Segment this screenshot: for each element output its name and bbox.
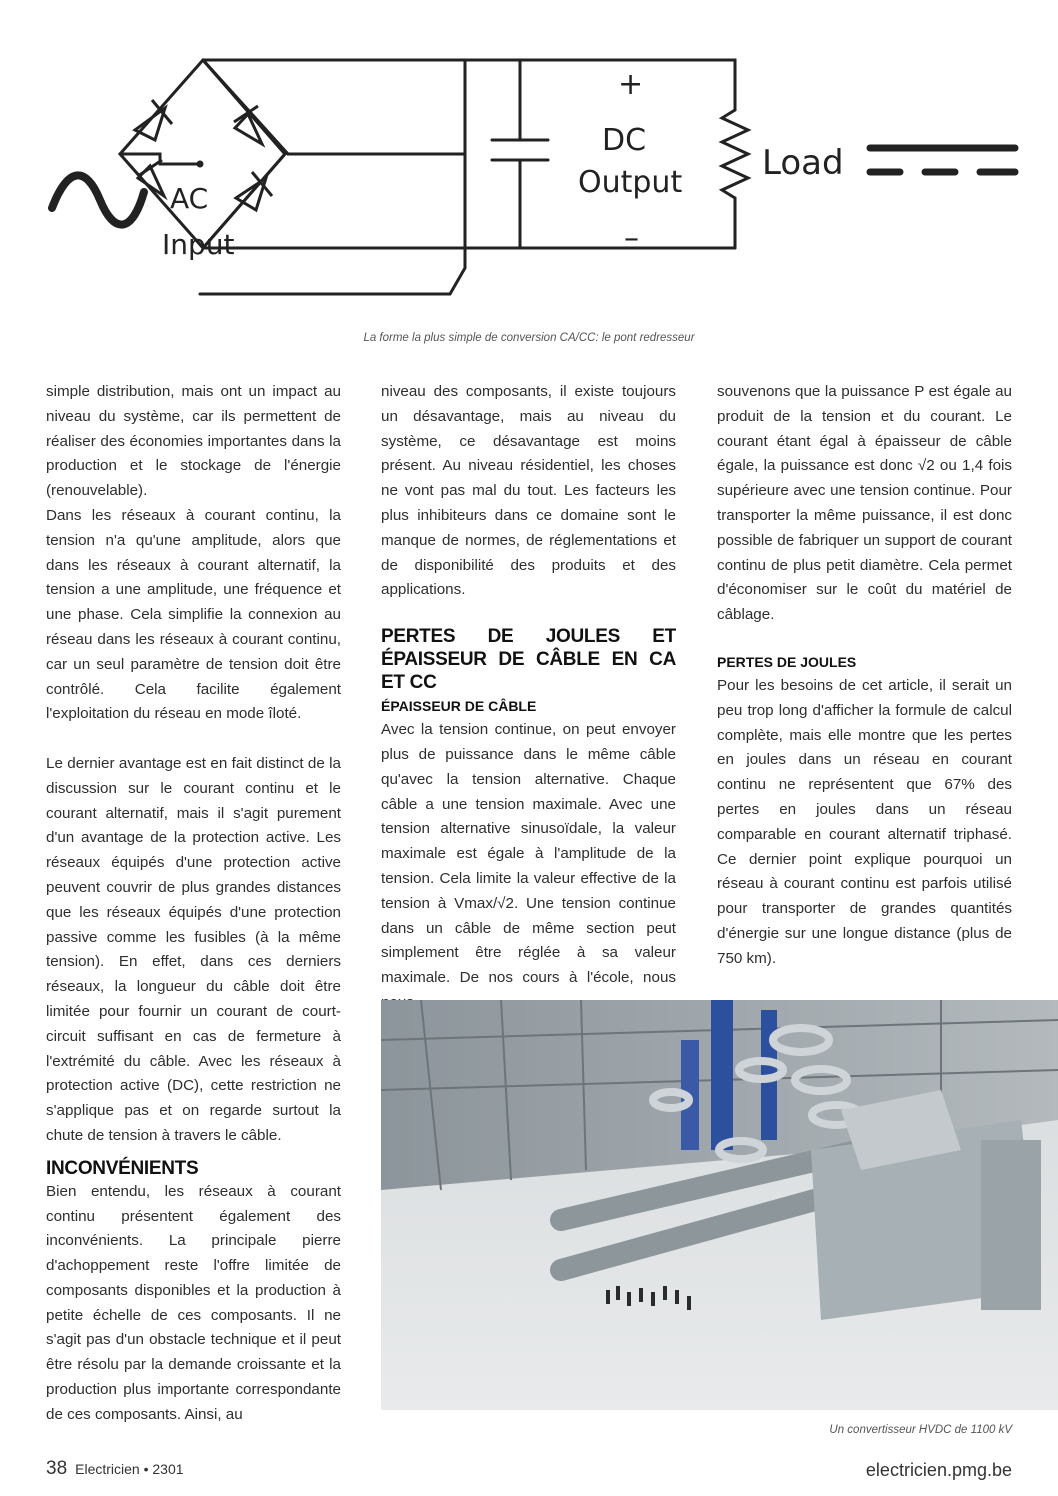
paragraph: niveau des composants, il existe toujours un désavantage, mais au niveau du système, ce désavantage est moins présent. Au niveau résidentiel, les choses ne vont pas mal du tout. Les facteurs les plus inhibiteurs dans ce domaine sont le manque de normes, de réglementations et de disponibilité des produits et des applications. bbox=[381, 383, 676, 599]
rectifier-bridge-diagram bbox=[40, 48, 1030, 318]
hvdc-converter-photo bbox=[381, 1000, 1058, 1410]
magazine-issue: Electricien • 2301 bbox=[75, 1461, 184, 1477]
subsection-heading: PERTES DE JOULES bbox=[717, 653, 857, 670]
photo-caption: Un convertisseur HVDC de 1100 kV bbox=[829, 1424, 1012, 1436]
page-footer bbox=[46, 1458, 184, 1480]
text-column-3 bbox=[717, 380, 1012, 972]
paragraph: Bien entendu, les réseaux à courant continu présentent également des inconvénients. La principale pierre d'achoppement reste l'offre limitée de composants disponibles et la production à petite échelle de ces composants. Il ne s'agit pas d'un obstacle technique et il peut être résolu par la demande croissante et la production plus importante correspondante de ces composants. Ainsi, au bbox=[46, 1182, 341, 1423]
paragraph: Pour les besoins de cet article, il serait un peu trop long d'afficher la formule de calcul complète, mais elle montre que les pertes en joules dans un réseau en courant continu ne représentent que 67% des pertes en joules dans un réseau comparable en courant alternatif triphasé. Ce dernier point explique pourquoi un réseau à courant continu est parfois utilisé pour transporter de grandes quantités d'énergie sur une longue distance (plus de 750 km). bbox=[717, 676, 1012, 967]
ac-label: AC bbox=[170, 182, 209, 215]
paragraph: simple distribution, mais ont un impact au niveau du système, car ils permettent de réaliser des économies importantes dans la production et le stockage de l'énergie (renouvelable). bbox=[46, 383, 341, 500]
paragraph: souvenons que la puissance P est égale au produit de la tension et du courant. Le courant étant égal à épaisseur de câble égale, la puissance est donc √2 ou 1,4 fois supérieure avec une tension continue. Pour transporter la même puissance, il est donc possible de fabriquer un support de courant continu de plus petit diamètre. Cela permet d'économiser sur le coût du matériel de câblage. bbox=[717, 383, 1012, 624]
text-column-2 bbox=[381, 380, 676, 1016]
paragraph: Avec la tension continue, on peut envoyer plus de puissance dans le même câble qu'avec la tension alternative. Chaque câble a une tension maximale. Avec une tension alternative sinusoïdale, la valeur maximale est égale à l'amplitude de la tension. Cela limite la valeur effective de la tension à Vmax/√2. Une tension continue dans un câble de même section peut simplement être réglée à sa valeur maximale. De nos cours à l'école, nous bbox=[381, 721, 676, 987]
load-label: Load bbox=[762, 143, 844, 183]
section-heading: PERTES DE JOULES ET ÉPAISSEUR DE CÂBLE EN CA ET CC bbox=[381, 626, 676, 694]
page-number: 38 bbox=[46, 1458, 68, 1479]
paragraph: Le dernier avantage est en fait distinct de la discussion sur le courant continu et le courant alternatif, mais il s'agit purement d'un avantage de la protection active. Les réseaux équipés d'une protection active peuvent couvrir de plus grandes distances que les réseaux équipés d'une protection passive comme les fusibles (à la même tension). En effet, dans ces derniers réseaux, la longueur du câble doit être limitée pour fournir un courant de court-circuit suffisant en cas de fermeture à l'extrémité du câble. Avec les réseaux à protection active (DC), cette restriction ne s'applique pas et on regarde surtout la chute de tension à travers le câble. bbox=[46, 754, 341, 1144]
dc-label: DC bbox=[602, 123, 647, 158]
plus-label: + bbox=[618, 67, 644, 102]
paragraph: Dans les réseaux à courant continu, la tension n'a qu'une amplitude, alors que dans les réseaux à courant alternatif, la tension a une amplitude, une fréquence et une phase. Cela simplifie la connexion au réseau dans les réseaux à courant continu, car un seul paramètre de tension doit être contrôlé. Cela facilite également l'exploitation du réseau en mode îloté. bbox=[46, 506, 341, 723]
output-label: Output bbox=[578, 165, 683, 200]
subsection-heading: ÉPAISSEUR DE CÂBLE bbox=[381, 698, 537, 715]
section-heading: INCONVÉNIENTS bbox=[46, 1157, 199, 1179]
website-link[interactable]: electricien.pmg.be bbox=[865, 1460, 1012, 1480]
input-label: Input bbox=[162, 228, 235, 261]
sine-wave-icon bbox=[52, 175, 144, 224]
minus-label: – bbox=[624, 221, 639, 256]
text-column-1 bbox=[46, 380, 341, 1428]
diagram-caption: La forme la plus simple de conversion CA/CC: le pont redresseur bbox=[363, 332, 695, 344]
diode-icon bbox=[135, 108, 165, 140]
